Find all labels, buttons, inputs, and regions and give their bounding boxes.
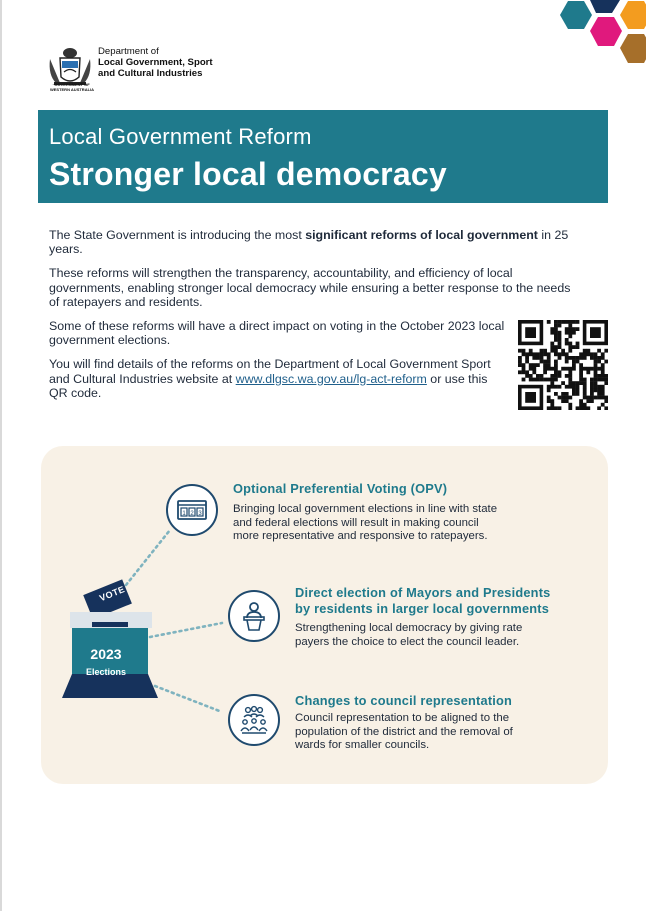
title-banner <box>38 110 608 203</box>
mayor-desc-line2: payers the choice to elect the council leader. <box>295 635 520 648</box>
intro-p4-end: or use this QR code. <box>49 371 488 400</box>
mayor-desc-line1: Strengthening local democracy by giving rate <box>295 622 523 634</box>
qr-code-icon[interactable] <box>518 320 608 410</box>
intro-p1-bold: significant reforms of local government <box>305 228 538 242</box>
podium-speaker-icon <box>239 601 269 631</box>
opv-desc-line1: Bringing local government elections in line with state <box>233 503 498 515</box>
council-desc-line1: Council representation to be aligned to the <box>295 712 510 724</box>
council-representation-description <box>295 712 513 753</box>
vote-label: VOTE <box>98 584 127 604</box>
mayor-title-line2: by residents in larger local governments <box>295 600 550 616</box>
council-representation-title: Changes to council representation <box>295 693 513 708</box>
council-icon-circle <box>228 694 280 746</box>
opv-desc-line3: more representative and responsive to ratepayers. <box>233 530 488 542</box>
mayor-title-line1: Direct election of Mayors and Presidents <box>295 585 551 600</box>
ballot-label: Elections <box>85 667 126 677</box>
hex-teal <box>560 1 592 29</box>
page-edge <box>0 0 2 911</box>
hex-navy <box>590 0 620 13</box>
council-desc-line2: population of the district and the removal of <box>295 725 513 738</box>
hex-brown <box>620 34 646 63</box>
hex-orange <box>620 1 646 29</box>
department-name <box>98 46 213 79</box>
intro-p4-text: You will find details of the reforms on the Department of Local Government Sport and Cultural Industries website at <box>49 357 491 386</box>
intro-p1-end: in 25 years. <box>49 228 569 257</box>
ballot-box-number-1: 1 <box>182 511 186 517</box>
department-logo <box>44 40 224 94</box>
dept-line-2: Local Government, Sport <box>98 57 213 68</box>
opv-title: Optional Preferential Voting (OPV) <box>233 481 448 496</box>
opv-desc-line2: and federal elections will result in making council <box>233 516 479 529</box>
intro-text <box>49 228 574 410</box>
opv-icon-circle <box>166 484 218 536</box>
crest-caption <box>44 82 100 92</box>
council-desc-line3: wards for smaller councils. <box>295 739 430 751</box>
hex-pink <box>590 17 622 46</box>
intro-p1-text: The State Government is introducing the most <box>49 228 306 242</box>
intro-paragraph-4 <box>49 357 509 400</box>
reform-website-link[interactable]: www.dlgsc.wa.gov.au/lg-act-reform <box>235 371 427 386</box>
crest-caption-line1: GOVERNMENT OF <box>54 82 90 87</box>
mayor-election-description <box>295 622 522 649</box>
dept-line-1: Department of <box>98 46 159 57</box>
mayor-icon-circle <box>228 590 280 642</box>
crest-caption-line2: WESTERN AUSTRALIA <box>49 87 95 92</box>
dept-line-3: and Cultural Industries <box>98 68 203 79</box>
ballot-paper-icon <box>177 495 207 525</box>
intro-paragraph-1 <box>49 228 574 256</box>
ballot-box-number-2: 2 <box>190 511 194 517</box>
ballot-year: 2023 <box>90 646 122 662</box>
intro-paragraph-2: These reforms will strengthen the transparency, accountability, and efficiency of local governments, enabling stronger local democracy while ensuring a better response to the needs of ratepayers and residents. <box>49 266 571 309</box>
council-group-icon <box>239 705 269 735</box>
page-title: Stronger local democracy <box>49 156 447 192</box>
hexagon-decoration <box>556 0 646 66</box>
mayor-election-title <box>295 585 550 616</box>
intro-paragraph-3: Some of these reforms will have a direct impact on voting in the October 2023 local government elections. <box>49 319 505 348</box>
ballot-box-number-3: 3 <box>198 511 202 517</box>
banner-subtitle: Local Government Reform <box>49 124 312 149</box>
opv-description <box>233 503 497 544</box>
